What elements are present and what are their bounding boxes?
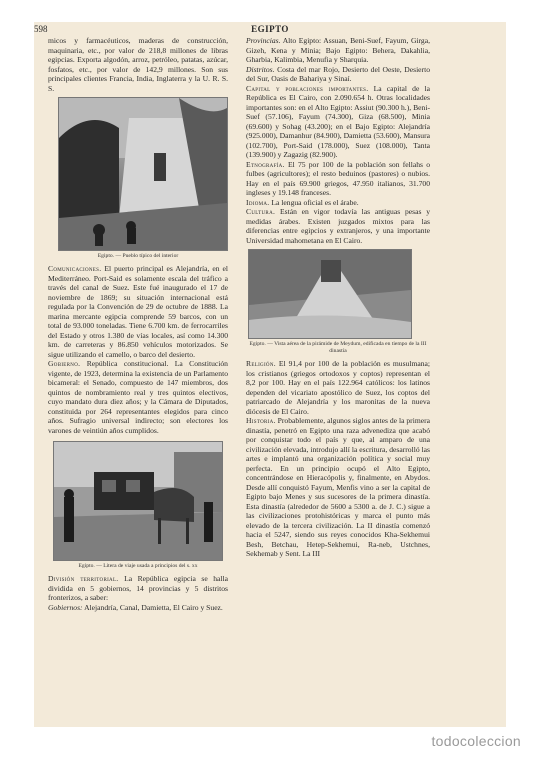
paragraph-distritos: Distritos. Costa del mar Rojo, Desierto del Oeste, Desierto del Sur, Oasis de Bahariya y Sinaí. — [246, 64, 430, 83]
paragraph-historia: Historia. Probablemente, algunos siglos antes de la primera dinastía, penetró en Egipto una raza advenediza que acabó por conquistar todo el país y que, al amparo de una civilización elevada, introdujo allí la escritura, desarrolló las artes e implantó una organización política y social muy perfecta. En un principio ocupó el Alto Egipto, concentrándose en Hieracópolis y, finalmente, en Abydos. Desde allí conquistó Fayum, Menfis vino a ser la capital de Egipto bajo Menes y sus sucesores de la primera dinastía. Esta dinastía (alrededor de 5600 a 5300 a. de J. C.) sigue a las civilizaciones protohistóricas y marca el punto más elevado de la tercera civilización. La II dinastía comenzó hacia el 5247, siendo sus reyes conocidos Kha-Sekhemui Besh, Betchau, Hetep-Sekhemui, Ra-neb, Ustchnes, Sekhemab y Sent. La III — [246, 416, 430, 558]
photo-litter — [53, 441, 223, 561]
paragraph-religion: Religión. El 91,4 por 100 de la población es musulmana; los cristianos (griegos ortodoxos y coptos) representan el 8,2 por 100. Hay en el país 122.964 católicos: los latinos dependen del vicariato apostólico de Suez, los coptos del patriarcado de Alejandría y los maronitas de la nueva diócesis de El Cairo. — [246, 359, 430, 416]
paragraph-comunicaciones: Comunicaciones. El puerto principal es Alejandría, en el Mediterráneo. Port-Said es solamente escala del tráfico a través del canal de Suez. Este fué inaugurado el 17 de noviembre de 1869; su situación internacional está regulada por la Convención de 29 de octubre de 1888. La marina mercante egipcia comprende 59 barcos, con un total de 93.000 toneladas. Tiene 6.700 km. de ferrocarriles del Estado y otros 1.380 de vías locales, así como 14.300 km. de carreteras y 86.850 vehículos motorizados. Se sigue utilizando el camello, o barco del desierto. — [48, 264, 228, 359]
running-title: EGIPTO — [251, 24, 289, 34]
photo-pyramid — [248, 249, 412, 339]
paragraph-division: División territorial. La República egipcia se halla dividida en 5 gobiernos, 14 provincias y 5 distritos fronterizos, a saber: — [48, 574, 229, 602]
right-column — [246, 36, 430, 559]
left-column — [48, 36, 228, 612]
watermark: todocoleccion — [431, 733, 521, 749]
paragraph-cultura: Cultura. Están en vigor todavía las antiguas pesas y medidas árabes. Existen juzgados mixtos para las diferencias entre egipcios y extranjeros, y una importante Universidad mahometana en El Cairo. — [246, 207, 430, 245]
paragraph-gobiernos: Gobiernos: Alejandría, Canal, Damietta, El Cairo y Suez. — [48, 602, 223, 612]
photo-caption-litter: Egipto. — Litera de viaje usada a principios del s. xx — [78, 563, 198, 569]
paragraph-etnografia: Etnografía. El 75 por 100 de la población son fellahs o fulbes (agricultores); el resto beduinos (pastores) o nubios. Hay en el país 69.900 griegos, 47.950 italianos, 31.700 ingleses y 19.148 franceses. — [246, 159, 431, 197]
paragraph-gobierno: Gobierno. República constitucional. La Constitución vigente, de 1923, determina la existencia de un Parlamento bicameral: el Senado, compuesto de 147 miembros, dos quintos de nombramiento real y tres quintos electivos, cuyo mandato dura diez años; y la Cámara de Diputados, constituida por 264 representantes elegidos para cinco años. Sufragio universal indirecto; son electores los varones de veintiún años cumplidos. — [48, 359, 228, 435]
photo-caption-pyramid: Egipto. — Vista aérea de la pirámide de Meydum, edificada en tiempo de la III dinastía — [249, 341, 427, 354]
paragraph-commerce: micos y farmacéuticos, maderas de construcción, maquinaria, etc., por valor de 218,8 millones de libras egipcias. Exporta algodón, arroz, petróleo, patatas, azúcar, fosfatos, etc., por valor de 142,9 millones. Son sus principales clientes Francia, India, Inglaterra y la U. R. S. S. — [48, 36, 228, 93]
page-number: 598 — [34, 24, 48, 34]
paragraph-capital: Capital y poblaciones importantes. La capital de la República es El Cairo, con 2.090.654 h. Otras localidades importantes son: en el Alto Egipto: Assiut (90.300 h.), Beni-Suef (57.106), Fayum (74.300), Giza (68.500), Minia (69.600) y Sohag (43.200); en el Bajo Egipto: Alejandría (925.000), Damanhur (84.900), Damietta (53.600), Mansura (102.700), Port-Said (178.000), Suez (108.000), Tanta (139.900) y Zagazig (82.900). — [246, 83, 430, 159]
paragraph-idioma: Idioma. La lengua oficial es el árabe. — [246, 197, 359, 207]
photo-village — [58, 97, 228, 251]
paragraph-provincias: Provincias. Alto Egipto: Assuan, Beni-Suef, Fayum, Girga, Gizeh, Kena y Minia; Bajo Egipto: Behera, Dakahlia, Gharbia, Kalimbia, Menufia y Sharquia. — [246, 36, 430, 64]
photo-caption-village: Egipto. — Pueblo típico del interior — [97, 253, 179, 259]
